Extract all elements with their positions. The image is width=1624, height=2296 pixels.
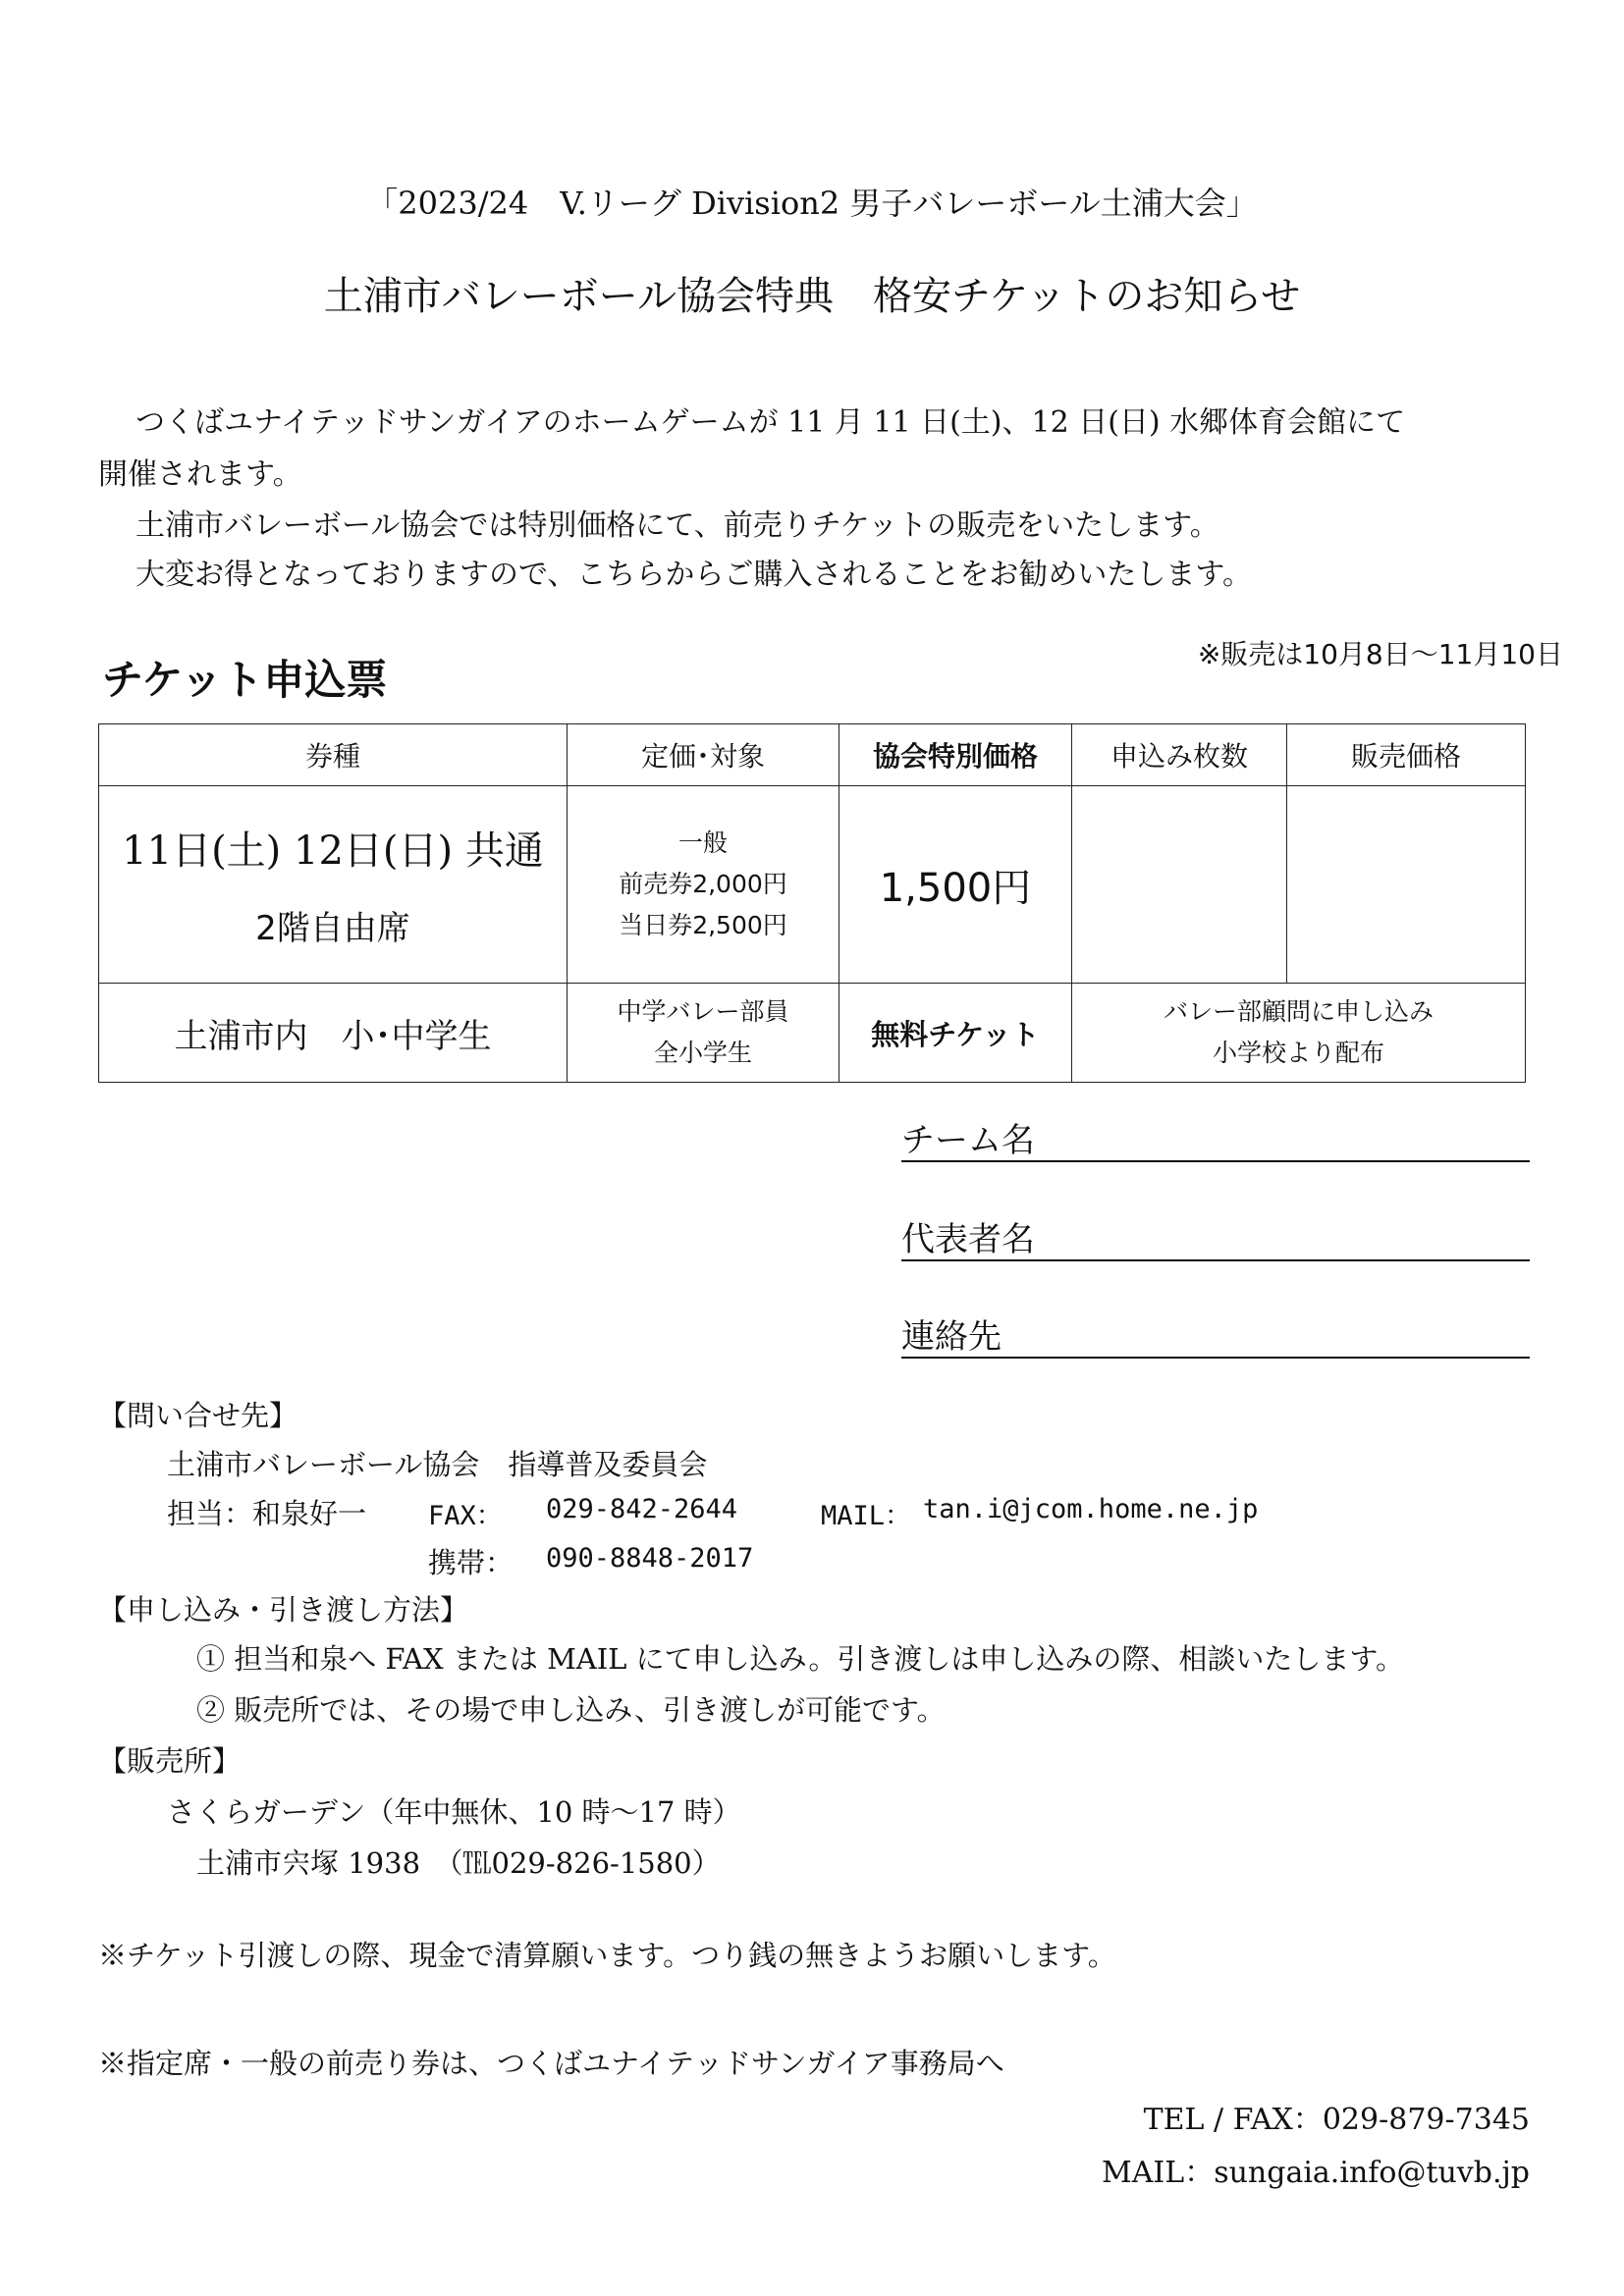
advance-price: 前売券2,000円 [619, 870, 787, 898]
inquiry-person: 担当：和泉好一 [167, 1497, 367, 1530]
ticket-dates: 11日(土) 12日(日) 共通 [122, 828, 544, 874]
contact-label: 連絡先 [901, 1317, 1001, 1357]
target-general: 一般 [677, 828, 728, 857]
table-row [99, 786, 1526, 984]
shop-address: 土浦市宍塚 1938 （℡029-826-1580） [196, 1846, 721, 1880]
contact-field[interactable] [901, 1309, 1530, 1359]
team-name-label: チーム名 [901, 1121, 1035, 1160]
note-distribute: 小学校より配布 [1212, 1039, 1384, 1067]
header-special-price: 協会特別価格 [839, 724, 1072, 786]
header-quantity: 申込み枚数 [1072, 724, 1287, 786]
inquiry-mail[interactable]: tan.i@jcom.home.ne.jp [923, 1494, 1259, 1524]
table-header-row [99, 724, 1526, 786]
mobile-number: 090-8848-2017 [546, 1543, 754, 1574]
price-target-cell [568, 786, 839, 984]
representative-label: 代表者名 [901, 1220, 1035, 1259]
door-price: 当日券2,500円 [619, 911, 787, 939]
shop-heading: 【販売所】 [98, 1744, 242, 1778]
cash-note: ※チケット引渡しの際、現金で清算願います。つり銭の無きようお願いします。 [98, 1939, 1116, 1972]
notice-title: 土浦市バレーボール協会特典 格安チケットのお知らせ [323, 274, 1301, 319]
student-ticket-cell: 土浦市内 小･中学生 [99, 984, 568, 1083]
intro-line-1: つくばユナイテッドサンガイアのホームゲームが 11 月 11 日(土)、12 日(日) 水郷体育会館にて [135, 405, 1406, 440]
intro-line-4: 大変お得となっておりますので、こちらからご購入されることをお勧めいたします。 [135, 558, 1252, 592]
reserved-note: ※指定席・一般の前売り券は、つくばユナイテッドサンガイア事務局へ [98, 2047, 1004, 2080]
inquiry-heading: 【問い合せ先】 [98, 1399, 298, 1432]
target-elementary: 全小学生 [653, 1039, 752, 1067]
shop-name: さくらガーデン（年中無休、10 時～17 時） [167, 1795, 741, 1829]
mobile-label: 携帯： [428, 1546, 514, 1579]
mail-label: MAIL： [821, 1501, 912, 1531]
note-apply: バレー部顧問に申し込み [1163, 997, 1434, 1026]
distribution-note-cell [1072, 984, 1526, 1083]
sale-price-cell[interactable] [1287, 786, 1526, 984]
inquiry-org: 土浦市バレーボール協会 指導普及委員会 [167, 1448, 708, 1481]
header-ticket-type: 券種 [99, 724, 568, 786]
table-row [99, 984, 1526, 1083]
intro-line-3: 土浦市バレーボール協会では特別価格にて、前売りチケットの販売をいたします。 [135, 508, 1219, 543]
team-name-field[interactable] [901, 1113, 1530, 1162]
intro-line-2: 開催されます。 [98, 457, 302, 492]
fax-number: 029-842-2644 [546, 1494, 738, 1524]
ticket-type-cell [99, 786, 568, 984]
method-item-2: ② 販売所では、その場で申し込み、引き渡しが可能です。 [196, 1693, 946, 1727]
quantity-cell[interactable] [1072, 786, 1287, 984]
header-price-target: 定価･対象 [568, 724, 839, 786]
sale-period: ※販売は10月8日～11月10日 [1197, 638, 1563, 670]
fax-label: FAX： [428, 1501, 503, 1531]
free-ticket-cell: 無料チケット [839, 984, 1072, 1083]
header-sale-price: 販売価格 [1287, 724, 1526, 786]
special-price-cell: 1,500円 [839, 786, 1072, 984]
student-target-cell [568, 984, 839, 1083]
target-jh-club: 中学バレー部員 [617, 997, 789, 1026]
method-heading: 【申し込み・引き渡し方法】 [98, 1593, 469, 1627]
method-item-1: ① 担当和泉へ FAX または MAIL にて申し込み。引き渡しは申し込みの際、相談いたします。 [196, 1642, 1405, 1676]
ticket-table [98, 723, 1526, 1083]
office-mail[interactable]: MAIL：sungaia.info@tuvb.jp [1102, 2156, 1530, 2190]
event-title: 「2023/24 V.リーグ Division2 男子バレーボール土浦大会」 [366, 185, 1258, 222]
representative-field[interactable] [901, 1212, 1530, 1261]
form-heading: チケット申込票 [102, 656, 388, 704]
ticket-seat: 2階自由席 [255, 909, 410, 948]
office-tel-fax: TEL / FAX：029-879-7345 [1143, 2103, 1530, 2137]
